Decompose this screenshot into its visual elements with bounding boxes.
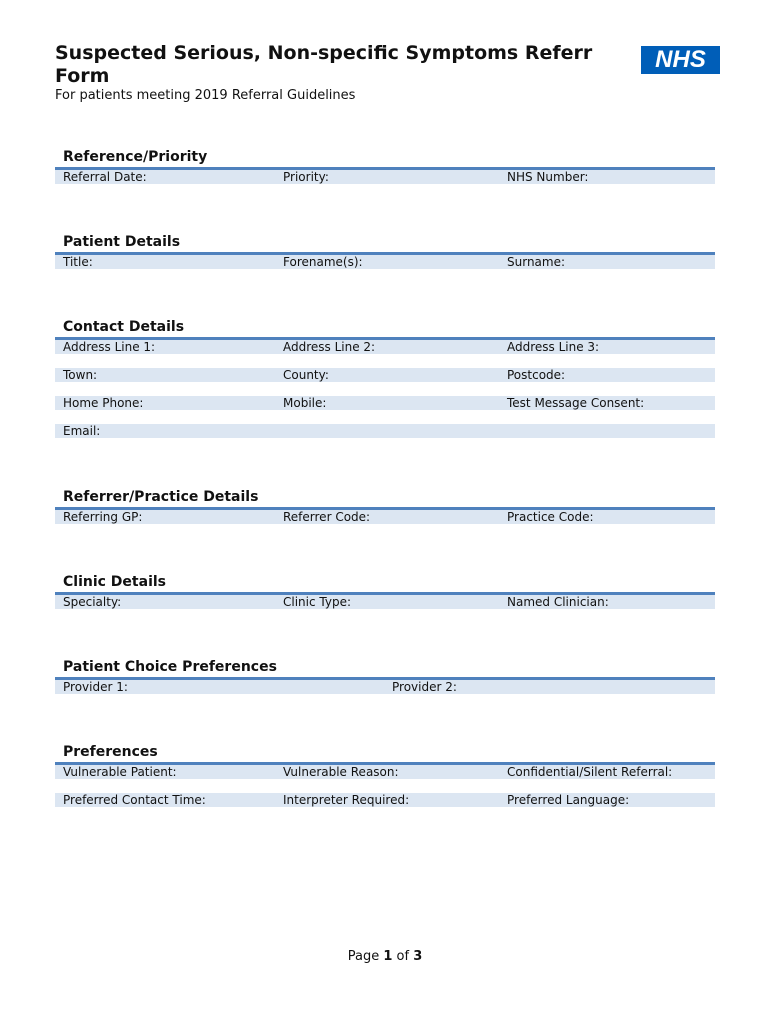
field-row — [55, 765, 715, 779]
page-total: 3 — [413, 949, 423, 964]
field-row — [55, 340, 715, 354]
section-clinic-details — [55, 573, 715, 609]
field-confidential-referral[interactable]: Confidential/Silent Referral: — [507, 765, 673, 779]
field-preferred-language[interactable]: Preferred Language: — [507, 793, 630, 807]
field-practice-code[interactable]: Practice Code: — [507, 510, 594, 524]
field-row — [55, 793, 715, 807]
field-text-message-consent[interactable]: Test Message Consent: — [507, 396, 645, 410]
field-provider-2[interactable]: Provider 2: — [392, 680, 457, 694]
section-title: Clinic Details — [63, 574, 166, 590]
section-preferences — [55, 743, 715, 807]
section-title: Patient Details — [63, 234, 181, 250]
field-referral-date[interactable]: Referral Date: — [63, 170, 147, 184]
section-contact-details — [55, 318, 715, 438]
section-referrer-practice — [55, 488, 715, 524]
field-forenames[interactable]: Forename(s): — [283, 255, 363, 269]
title-line-1: Suspected Serious, Non-specific Symptoms Referr — [55, 42, 593, 64]
field-postcode[interactable]: Postcode: — [507, 368, 566, 382]
field-address-line-1[interactable]: Address Line 1: — [63, 340, 156, 354]
field-row — [55, 170, 715, 184]
field-vulnerable-reason[interactable]: Vulnerable Reason: — [283, 765, 399, 779]
field-row — [55, 595, 715, 609]
field-interpreter-required[interactable]: Interpreter Required: — [283, 793, 410, 807]
field-mobile[interactable]: Mobile: — [283, 396, 327, 410]
field-preferred-contact-time[interactable]: Preferred Contact Time: — [63, 793, 206, 807]
form-subtitle: For patients meeting 2019 Referral Guidelines — [55, 88, 356, 103]
form-title — [55, 42, 645, 90]
section-title: Preferences — [63, 744, 158, 760]
nhs-logo: NHS — [641, 46, 720, 74]
field-priority[interactable]: Priority: — [283, 170, 329, 184]
field-named-clinician[interactable]: Named Clinician: — [507, 595, 609, 609]
title-line-2: Form — [55, 65, 110, 87]
field-county[interactable]: County: — [283, 368, 329, 382]
field-row — [55, 510, 715, 524]
field-row — [55, 368, 715, 382]
field-provider-1[interactable]: Provider 1: — [63, 680, 128, 694]
field-row — [55, 680, 715, 694]
section-patient-details — [55, 233, 715, 269]
field-address-line-3[interactable]: Address Line 3: — [507, 340, 600, 354]
section-title: Contact Details — [63, 319, 185, 335]
section-patient-choice — [55, 658, 715, 694]
field-address-line-2[interactable]: Address Line 2: — [283, 340, 376, 354]
page-current: 1 — [383, 949, 393, 964]
field-email[interactable]: Email: — [63, 424, 101, 438]
section-title: Patient Choice Preferences — [63, 659, 277, 675]
page-prefix: Page — [347, 949, 380, 964]
section-title: Referrer/Practice Details — [63, 489, 259, 505]
field-referrer-code[interactable]: Referrer Code: — [283, 510, 371, 524]
field-home-phone[interactable]: Home Phone: — [63, 396, 144, 410]
field-nhs-number[interactable]: NHS Number: — [507, 170, 589, 184]
field-row — [55, 424, 715, 438]
page-number — [0, 949, 770, 964]
field-vulnerable-patient[interactable]: Vulnerable Patient: — [63, 765, 177, 779]
field-row — [55, 255, 715, 269]
field-title[interactable]: Title: — [63, 255, 93, 269]
field-specialty[interactable]: Specialty: — [63, 595, 122, 609]
field-surname[interactable]: Surname: — [507, 255, 566, 269]
field-referring-gp[interactable]: Referring GP: — [63, 510, 143, 524]
field-row — [55, 396, 715, 410]
page-of: of — [396, 949, 410, 964]
section-reference-priority — [55, 148, 715, 184]
field-town[interactable]: Town: — [63, 368, 98, 382]
section-title: Reference/Priority — [63, 149, 208, 165]
field-clinic-type[interactable]: Clinic Type: — [283, 595, 352, 609]
